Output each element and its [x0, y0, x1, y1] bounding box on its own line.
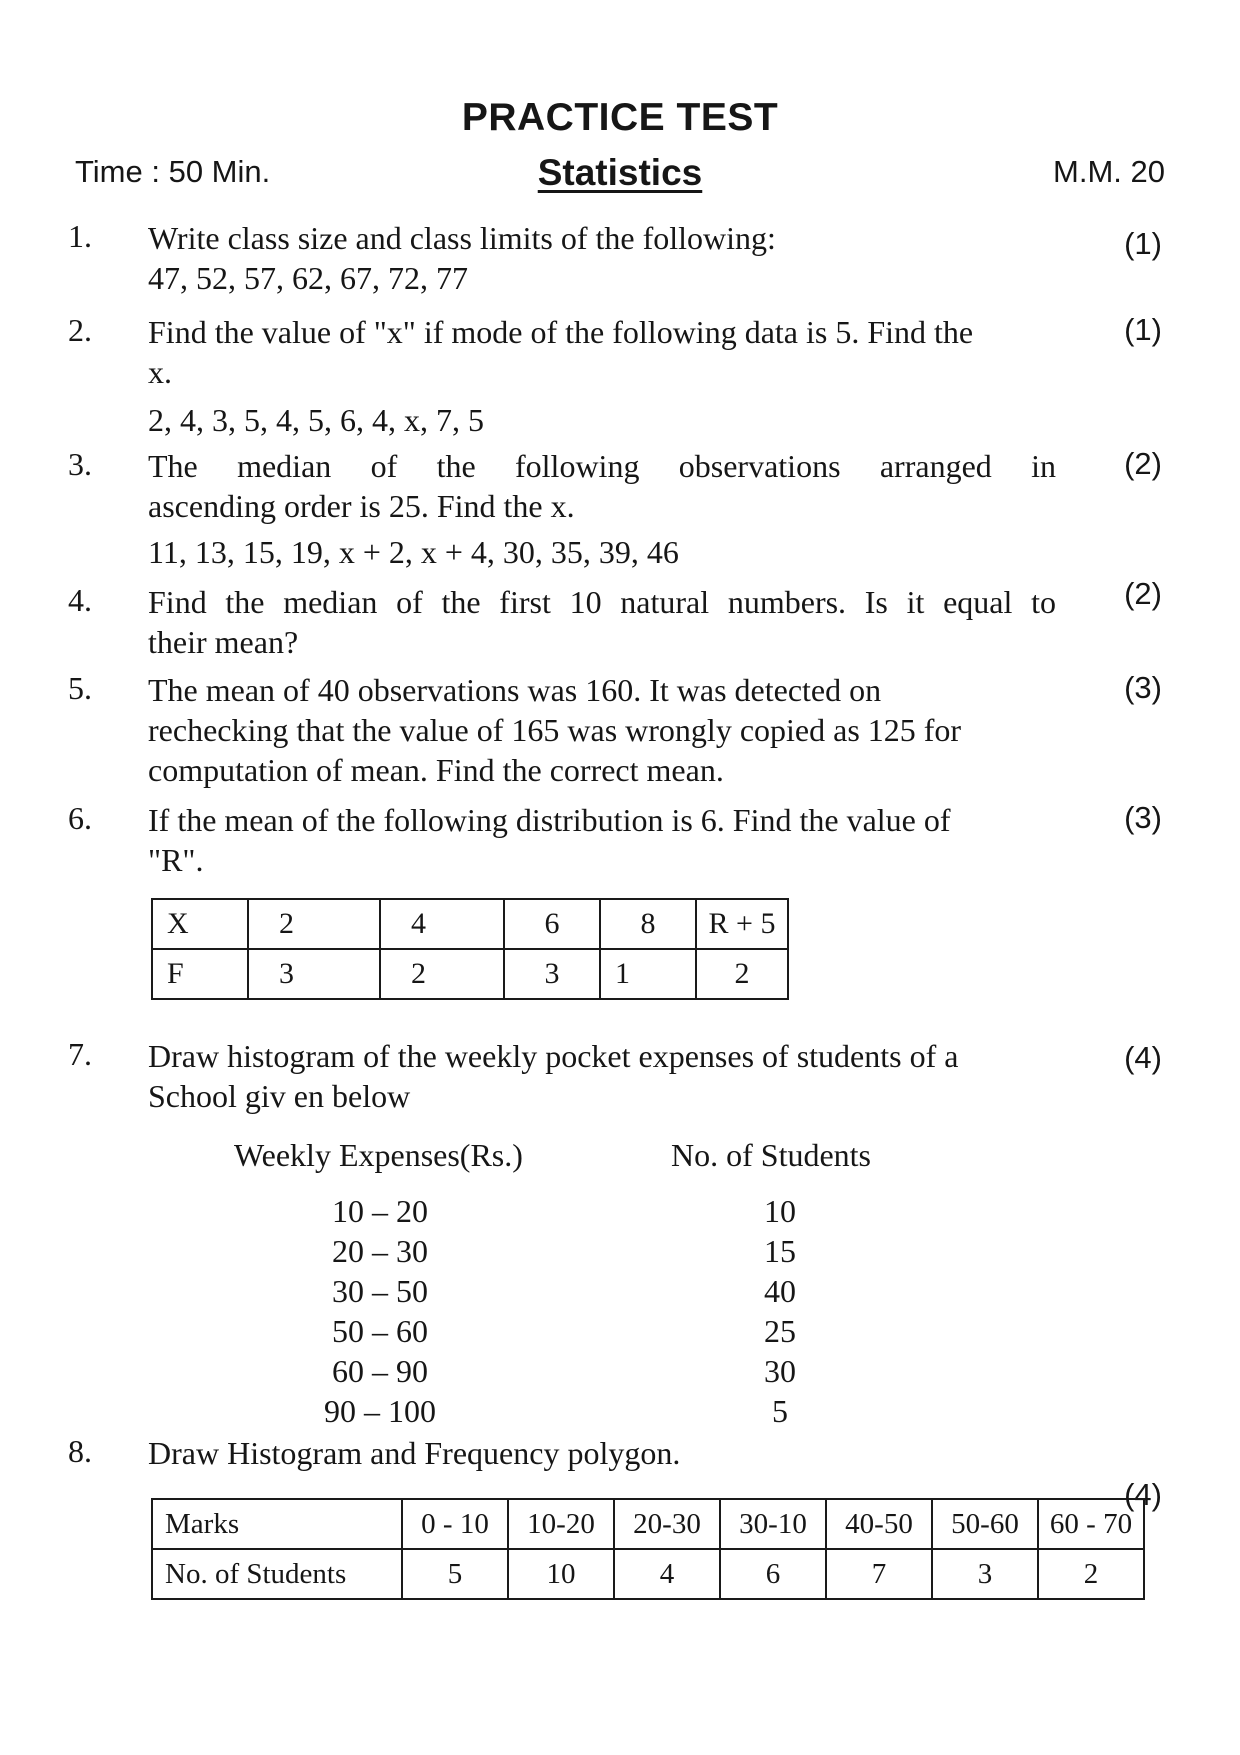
table-cell: 20-30	[614, 1499, 720, 1549]
table-cell: 7	[826, 1549, 932, 1599]
table-row	[152, 949, 788, 999]
subject-text: Statistics	[537, 152, 703, 193]
question-text	[148, 218, 1056, 258]
table-cell: X	[152, 899, 248, 949]
question-text	[148, 446, 1056, 526]
question-marks: (1)	[1124, 226, 1162, 261]
table-cell: 8	[600, 899, 696, 949]
question-line: The mean of 40 observations was 160. It was detected on	[148, 672, 882, 708]
table-cell: 2	[380, 949, 504, 999]
time-allowed: Time : 50 Min.	[75, 154, 271, 189]
question-text	[148, 1433, 1056, 1473]
question-line: their mean?	[148, 624, 299, 660]
table-cell: 30	[764, 1353, 796, 1389]
table-cell: 50 – 60	[332, 1313, 428, 1349]
q8-marks-table	[151, 1498, 1145, 1600]
question-text	[148, 800, 1056, 880]
question-marks: (2)	[1124, 446, 1162, 481]
table-cell: 2	[248, 899, 380, 949]
column-header: Weekly Expenses(Rs.)	[234, 1137, 523, 1173]
table-cell: 20 – 30	[332, 1233, 428, 1269]
table-cell: 0 - 10	[402, 1499, 508, 1549]
table-cell: 10	[764, 1193, 796, 1229]
question-line: Draw Histogram and Frequency polygon.	[148, 1435, 681, 1471]
table-cell: 10	[508, 1549, 614, 1599]
table-cell: 15	[764, 1233, 796, 1269]
question-data: 11, 13, 15, 19, x + 2, x + 4, 30, 35, 39, 46	[148, 534, 679, 570]
question-number: 2.	[68, 312, 92, 348]
question-line: The median of the following observations arranged in	[148, 448, 1056, 484]
question-number: 7.	[68, 1036, 92, 1072]
question-number: 5.	[68, 670, 92, 706]
question-line: rechecking that the value of 165 was wrongly copied as 125 for	[148, 712, 962, 748]
column-header: No. of Students	[671, 1137, 871, 1173]
table-cell: R + 5	[696, 899, 788, 949]
question-number: 3.	[68, 446, 92, 482]
question-marks: (3)	[1124, 670, 1162, 705]
question-line: If the mean of the following distribution is 6. Find the value of	[148, 802, 951, 838]
table-cell: 6	[720, 1549, 826, 1599]
table-cell: 3	[248, 949, 380, 999]
question-data: 47, 52, 57, 62, 67, 72, 77	[148, 260, 468, 296]
table-row	[152, 1549, 1144, 1599]
table-cell: 4	[380, 899, 504, 949]
question-marks: (4)	[1124, 1477, 1162, 1512]
table-cell: 1	[600, 949, 696, 999]
table-row	[152, 899, 788, 949]
table-cell: 2	[696, 949, 788, 999]
question-line: computation of mean. Find the correct mean.	[148, 752, 724, 788]
table-cell: 6	[504, 899, 600, 949]
table-cell: Marks	[152, 1499, 402, 1549]
table-cell: 60 - 70	[1038, 1499, 1144, 1549]
table-cell: 2	[1038, 1549, 1144, 1599]
table-cell: 5	[402, 1549, 508, 1599]
question-number: 6.	[68, 800, 92, 836]
question-number: 8.	[68, 1433, 92, 1469]
table-cell: 90 – 100	[324, 1393, 436, 1429]
question-marks: (4)	[1124, 1040, 1162, 1075]
question-line: ascending order is 25. Find the x.	[148, 488, 575, 524]
question-marks: (1)	[1124, 312, 1162, 347]
table-cell: 5	[772, 1393, 788, 1429]
question-number: 1.	[68, 218, 92, 254]
max-marks: M.M. 20	[1053, 154, 1165, 189]
question-text	[148, 1036, 1056, 1116]
table-row	[152, 1499, 1144, 1549]
table-cell: F	[152, 949, 248, 999]
table-cell: 10 – 20	[332, 1193, 428, 1229]
table-cell: 30-10	[720, 1499, 826, 1549]
table-cell: 60 – 90	[332, 1353, 428, 1389]
table-cell: 4	[614, 1549, 720, 1599]
question-line: x.	[148, 354, 172, 390]
table-cell: 50-60	[932, 1499, 1038, 1549]
question-line: "R".	[148, 842, 204, 878]
table-cell: 3	[932, 1549, 1038, 1599]
question-text	[148, 312, 1056, 392]
question-marks: (3)	[1124, 800, 1162, 835]
table-cell: 10-20	[508, 1499, 614, 1549]
question-line: Find the value of "x" if mode of the following data is 5. Find the	[148, 314, 974, 350]
question-line: Find the median of the first 10 natural numbers. Is it equal to	[148, 584, 1056, 620]
question-data: 2, 4, 3, 5, 4, 5, 6, 4, x, 7, 5	[148, 402, 484, 438]
question-line: Write class size and class limits of the following:	[148, 220, 776, 256]
table-cell: 30 – 50	[332, 1273, 428, 1309]
q6-distribution-table	[151, 898, 789, 1000]
table-cell: 3	[504, 949, 600, 999]
table-cell: 40	[764, 1273, 796, 1309]
table-cell: No. of Students	[152, 1549, 402, 1599]
question-marks: (2)	[1124, 576, 1162, 611]
question-line: Draw histogram of the weekly pocket expenses of students of a	[148, 1038, 959, 1074]
question-text	[148, 582, 1056, 662]
table-cell: 40-50	[826, 1499, 932, 1549]
question-line: School giv en below	[148, 1078, 411, 1114]
page-title: PRACTICE TEST	[461, 96, 779, 139]
question-text	[148, 670, 1056, 790]
question-number: 4.	[68, 582, 92, 618]
table-cell: 25	[764, 1313, 796, 1349]
